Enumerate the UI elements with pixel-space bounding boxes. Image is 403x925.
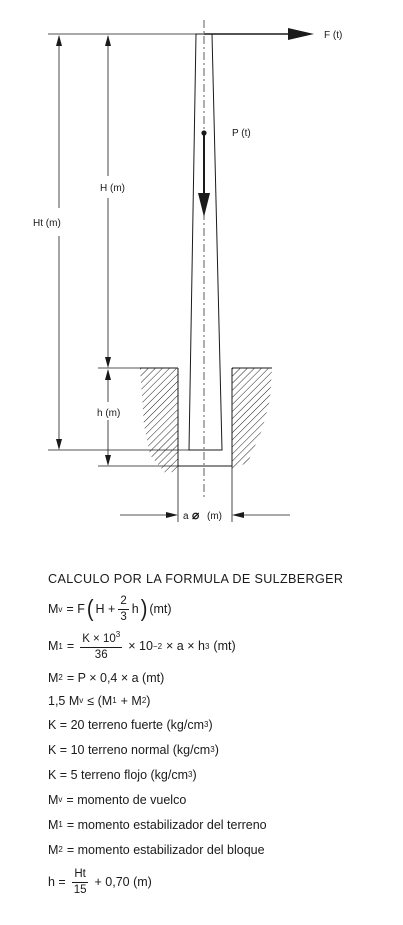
formula-h: h = $\frac{Ht}{15}$ + 0,70 (m) — [48, 868, 152, 896]
definition-m1: M 1 = momento estabilizador del terreno — [48, 817, 267, 832]
formula-title: CALCULO POR LA FORMULA DE SULZBERGER — [48, 572, 344, 586]
total-height-label: Ht (m) — [33, 218, 61, 229]
formula-k-normal: K = 10 terreno normal (kg/cm 3 ) — [48, 742, 219, 757]
definition-m2: M 2 = momento estabilizador del bloque — [48, 842, 265, 857]
formula-k-soft: K = 5 terreno flojo (kg/cm 3 ) — [48, 767, 197, 782]
width-dimension — [120, 466, 290, 522]
force-arrow — [204, 28, 314, 40]
weight-label: P (t) — [232, 128, 251, 139]
diameter-symbol: ⌀ — [192, 508, 200, 522]
formula-mv: M v = F ( H + $\frac{2}{3}$ h ) (mt) — [48, 595, 172, 623]
definition-mv: M v = momento de vuelco — [48, 792, 187, 807]
pole-outline — [189, 34, 222, 450]
total-height-dimension — [56, 35, 62, 450]
width-label: a — [183, 511, 189, 522]
formula-m1: M 1 = $\frac{K \times 10^3}{36}$ × 10 −2 × a × h 3 (mt) — [48, 630, 236, 661]
width-unit-label: (m) — [207, 511, 222, 522]
force-label: F (t) — [324, 30, 343, 41]
height-dimension — [105, 35, 111, 368]
formula-m2: M 2 = P × 0,4 × a (mt) — [48, 670, 165, 685]
formula-section — [48, 572, 398, 902]
formula-condition: 1,5 M v ≤ (M 1 + M 2 ) — [48, 693, 151, 708]
formula-k-strong: K = 20 terreno fuerte (kg/cm 3 ) — [48, 717, 213, 732]
embed-depth-label: h (m) — [97, 408, 121, 419]
height-label: H (m) — [100, 183, 125, 194]
